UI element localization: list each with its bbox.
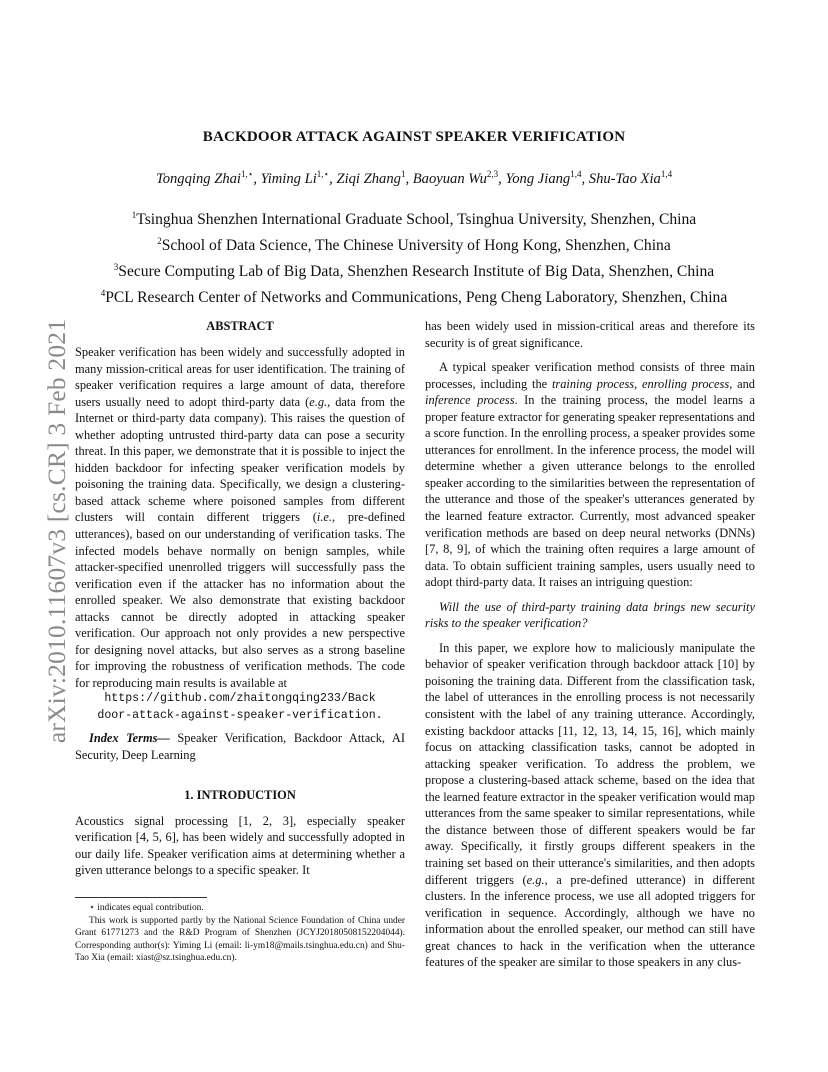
- author-list: Tongqing Zhai$^{1,⋆}$, Yiming $Li^{1,⋆}$, Ziqi Zhang$^1$, Baoyuan Wu$^{2,3}$, Yong Jiang$^{1,4}$, Shu-Tao Xia$^{1,4}$: [155, 169, 673, 187]
- body-text: In this paper, we explore how to maliciously manipulate the behavior of speaker verification through backdoor attack [10] by poisoning the training data. Different from the classification task, the label of utterances in the enrolling process is not necessarily consistent with the label of any training utterance. Accordingly, existing backdoor attacks [11, 12, 13, 14, 15, 16], which mainly focus on attacking classification tasks, cannot be adopted in attacking speaker verification. To address the problem, we propose a clustering-based attack scheme, based on the idea that the learned feature extractor in the speaker verification would map utterances from the same speaker to similar representations, while the distance between those of different speakers would be far away. Specifically, it firstly groups different speakers in the training set based on their utterance's similarities, and then adopts different triggers (: [425, 640, 755, 887]
- author-name: Shu-Tao Xia: [588, 170, 661, 187]
- body-text: e.g.: [526, 872, 545, 887]
- author-name: Baoyuan Wu: [412, 170, 487, 187]
- paper-title: BACKDOOR ATTACK AGAINST SPEAKER VERIFICATION: [202, 129, 626, 145]
- footnote-funding: This work is supported partly by the National Science Foundation of China under Grant 61771273 and the R&D Program of Shenzhen (JCYJ20180508152204044). Corresponding author(s): Yiming Li (email: li-ym18@mails.tsinghua.edu.cn) and Shu-Tao Xia (email: xiast@sz.tsinghua.edu.cn).: [75, 915, 405, 964]
- body-text: ,: [634, 376, 642, 391]
- research-question: Will the use of third-party training data brings new security risks to the speaker verification?: [425, 599, 755, 631]
- introduction-paragraph: Acoustics signal processing [1, 2, 3], especially speaker verification [4, 5, 6], has been widely and successfully adopted in our daily life. Speaker verification aims at determining whether a given utterance belongs to a specific speaker. It: [75, 813, 405, 878]
- index-terms-label: Index Terms—: [89, 731, 170, 746]
- code-url[interactable]: [75, 691, 405, 724]
- arxiv-side-stamp: [37, 296, 77, 766]
- abstract-text: , pre-defined utterances), based on our understanding of verification tasks. The infected models behave normally on benign samples, while attacker-specified unenrolled triggers will successfully pass the verification even if the attacker has no information about the enrolled speaker. We also demonstrate that existing backdoor attacks cannot be directly adopted in attacking speaker verification. Our approach not only provides a new perspective for designing novel attacks, but also serves as a strong baseline for improving the robustness of verification methods. The code for reproducing main results is available at: [75, 510, 405, 690]
- abstract-text: i.e.: [316, 510, 333, 525]
- affiliation-mark: 2: [157, 235, 162, 246]
- author-name: Yiming Li: [260, 170, 317, 187]
- author-name: Ziqi Zhang: [336, 170, 401, 187]
- author-affil-mark: 1,4: [660, 169, 673, 179]
- abstract-text: , data from the Internet or third-party data company). This raises the question of whether adopting untrusted third-party data can pose a security threat. In this paper, we demonstrate that it is possible to inject the hidden backdoor for infecting speaker verification models by poisoning the training data. Specifically, we design a clustering-based attack scheme where poisoned samples from different clusters will contain different triggers (: [75, 394, 405, 525]
- body-text: enrolling process: [642, 376, 730, 391]
- abstract-heading: ABSTRACT: [206, 319, 274, 333]
- affiliation-text: Secure Computing Lab of Big Data, Shenzhen Research Institute of Big Data, Shenzhen, China: [118, 262, 715, 280]
- index-terms: [75, 730, 405, 763]
- right-column: [425, 318, 755, 971]
- affiliation-mark: 3: [113, 261, 119, 272]
- introduction-heading: 1. INTRODUCTION: [184, 787, 296, 802]
- author-affil-mark: 1,⋆: [240, 169, 254, 179]
- author-name: Tongqing Zhai: [155, 170, 241, 187]
- body-text: , a pre-defined utterance) in different clusters. In the inference process, we use all adopted triggers for verification in sequence. Accordingly, although we have no information about the enrolled speaker, our method can still have great chances to hack in the verification when the utterance features of the speaker are similar to those speakers in any clus-: [425, 872, 755, 970]
- body-text: . In the training process, the model learns a proper feature extractor for generating speaker representations and a score function. In the enrolling process, a speaker provides some utterances for enrollment. In the inference process, the model will determine whether a given utterance belongs to the enrolled speaker according to the similarities between the representation of the utterance and those of the speaker's utterances generated by the learned feature extractor. Currently, most advanced speaker verification methods are based on deep neural networks (DNNs) [7, 8, 9], of which the training often requires a large amount of data. To obtain sufficient training samples, users usually need to adopt third-party data. It raises an intriguing question:: [425, 393, 755, 590]
- affiliation-text: School of Data Science, The Chinese University of Hong Kong, Shenzhen, China: [161, 237, 671, 255]
- code-url-line[interactable]: door-attack-against-speaker-verification: [97, 708, 376, 722]
- url-period: .: [375, 708, 383, 722]
- affiliation-mark: 4: [100, 287, 106, 298]
- author-affil-mark: 1: [400, 169, 406, 179]
- affiliation: [0, 205, 828, 231]
- affiliation-mark: 1: [131, 210, 137, 220]
- abstract-text: Speaker verification has been widely and successfully adopted in many mission-critical areas for user identification. The training of speaker verification requires a large amount of data, therefore users usually need to adopt third-party data (: [75, 345, 405, 409]
- affiliation-text: PCL Research Center of Networks and Communications, Peng Cheng Laboratory, Shenzhen, China: [105, 288, 728, 306]
- footnote-rule: [75, 897, 207, 898]
- body-paragraph: [425, 359, 755, 591]
- author-affil-mark: 1,⋆: [316, 169, 330, 179]
- body-text: inference process: [425, 393, 515, 408]
- body-paragraph: [425, 640, 755, 971]
- body-paragraph: has been widely used in mission-critical areas and therefore its security is of great significance.: [425, 319, 755, 350]
- author-name: Yong Jiang: [505, 170, 571, 187]
- affiliation: [0, 231, 828, 257]
- affiliation: [0, 283, 828, 309]
- code-url-line[interactable]: https://github.com/zhaitongqing233/Back: [104, 692, 376, 706]
- body-text: , and: [729, 376, 755, 391]
- body-text: training process: [551, 376, 635, 391]
- affiliation-text: Tsinghua Shenzhen International Graduate School, Tsinghua University, Shenzhen, China: [136, 211, 697, 229]
- abstract-text: e.g.: [309, 394, 328, 409]
- footnotes: [75, 902, 405, 965]
- index-terms-text: Speaker Verification, Backdoor Attack, AI Security, Deep Learning: [75, 731, 405, 763]
- left-column: [75, 318, 405, 879]
- arxiv-stamp-text: arXiv:2010.11607v3 [cs.CR] 3 Feb 2021: [42, 318, 71, 744]
- author-affil-mark: 1,4: [570, 169, 582, 179]
- affiliation-list: [0, 205, 828, 309]
- body-text: A typical speaker verification method consists of three main processes, including the: [425, 360, 755, 391]
- author-affil-mark: 2,3: [486, 169, 499, 179]
- abstract-paragraph: [75, 344, 405, 691]
- footnote-equal-contribution: ⋆ indicates equal contribution.: [89, 903, 204, 913]
- affiliation: [0, 257, 828, 283]
